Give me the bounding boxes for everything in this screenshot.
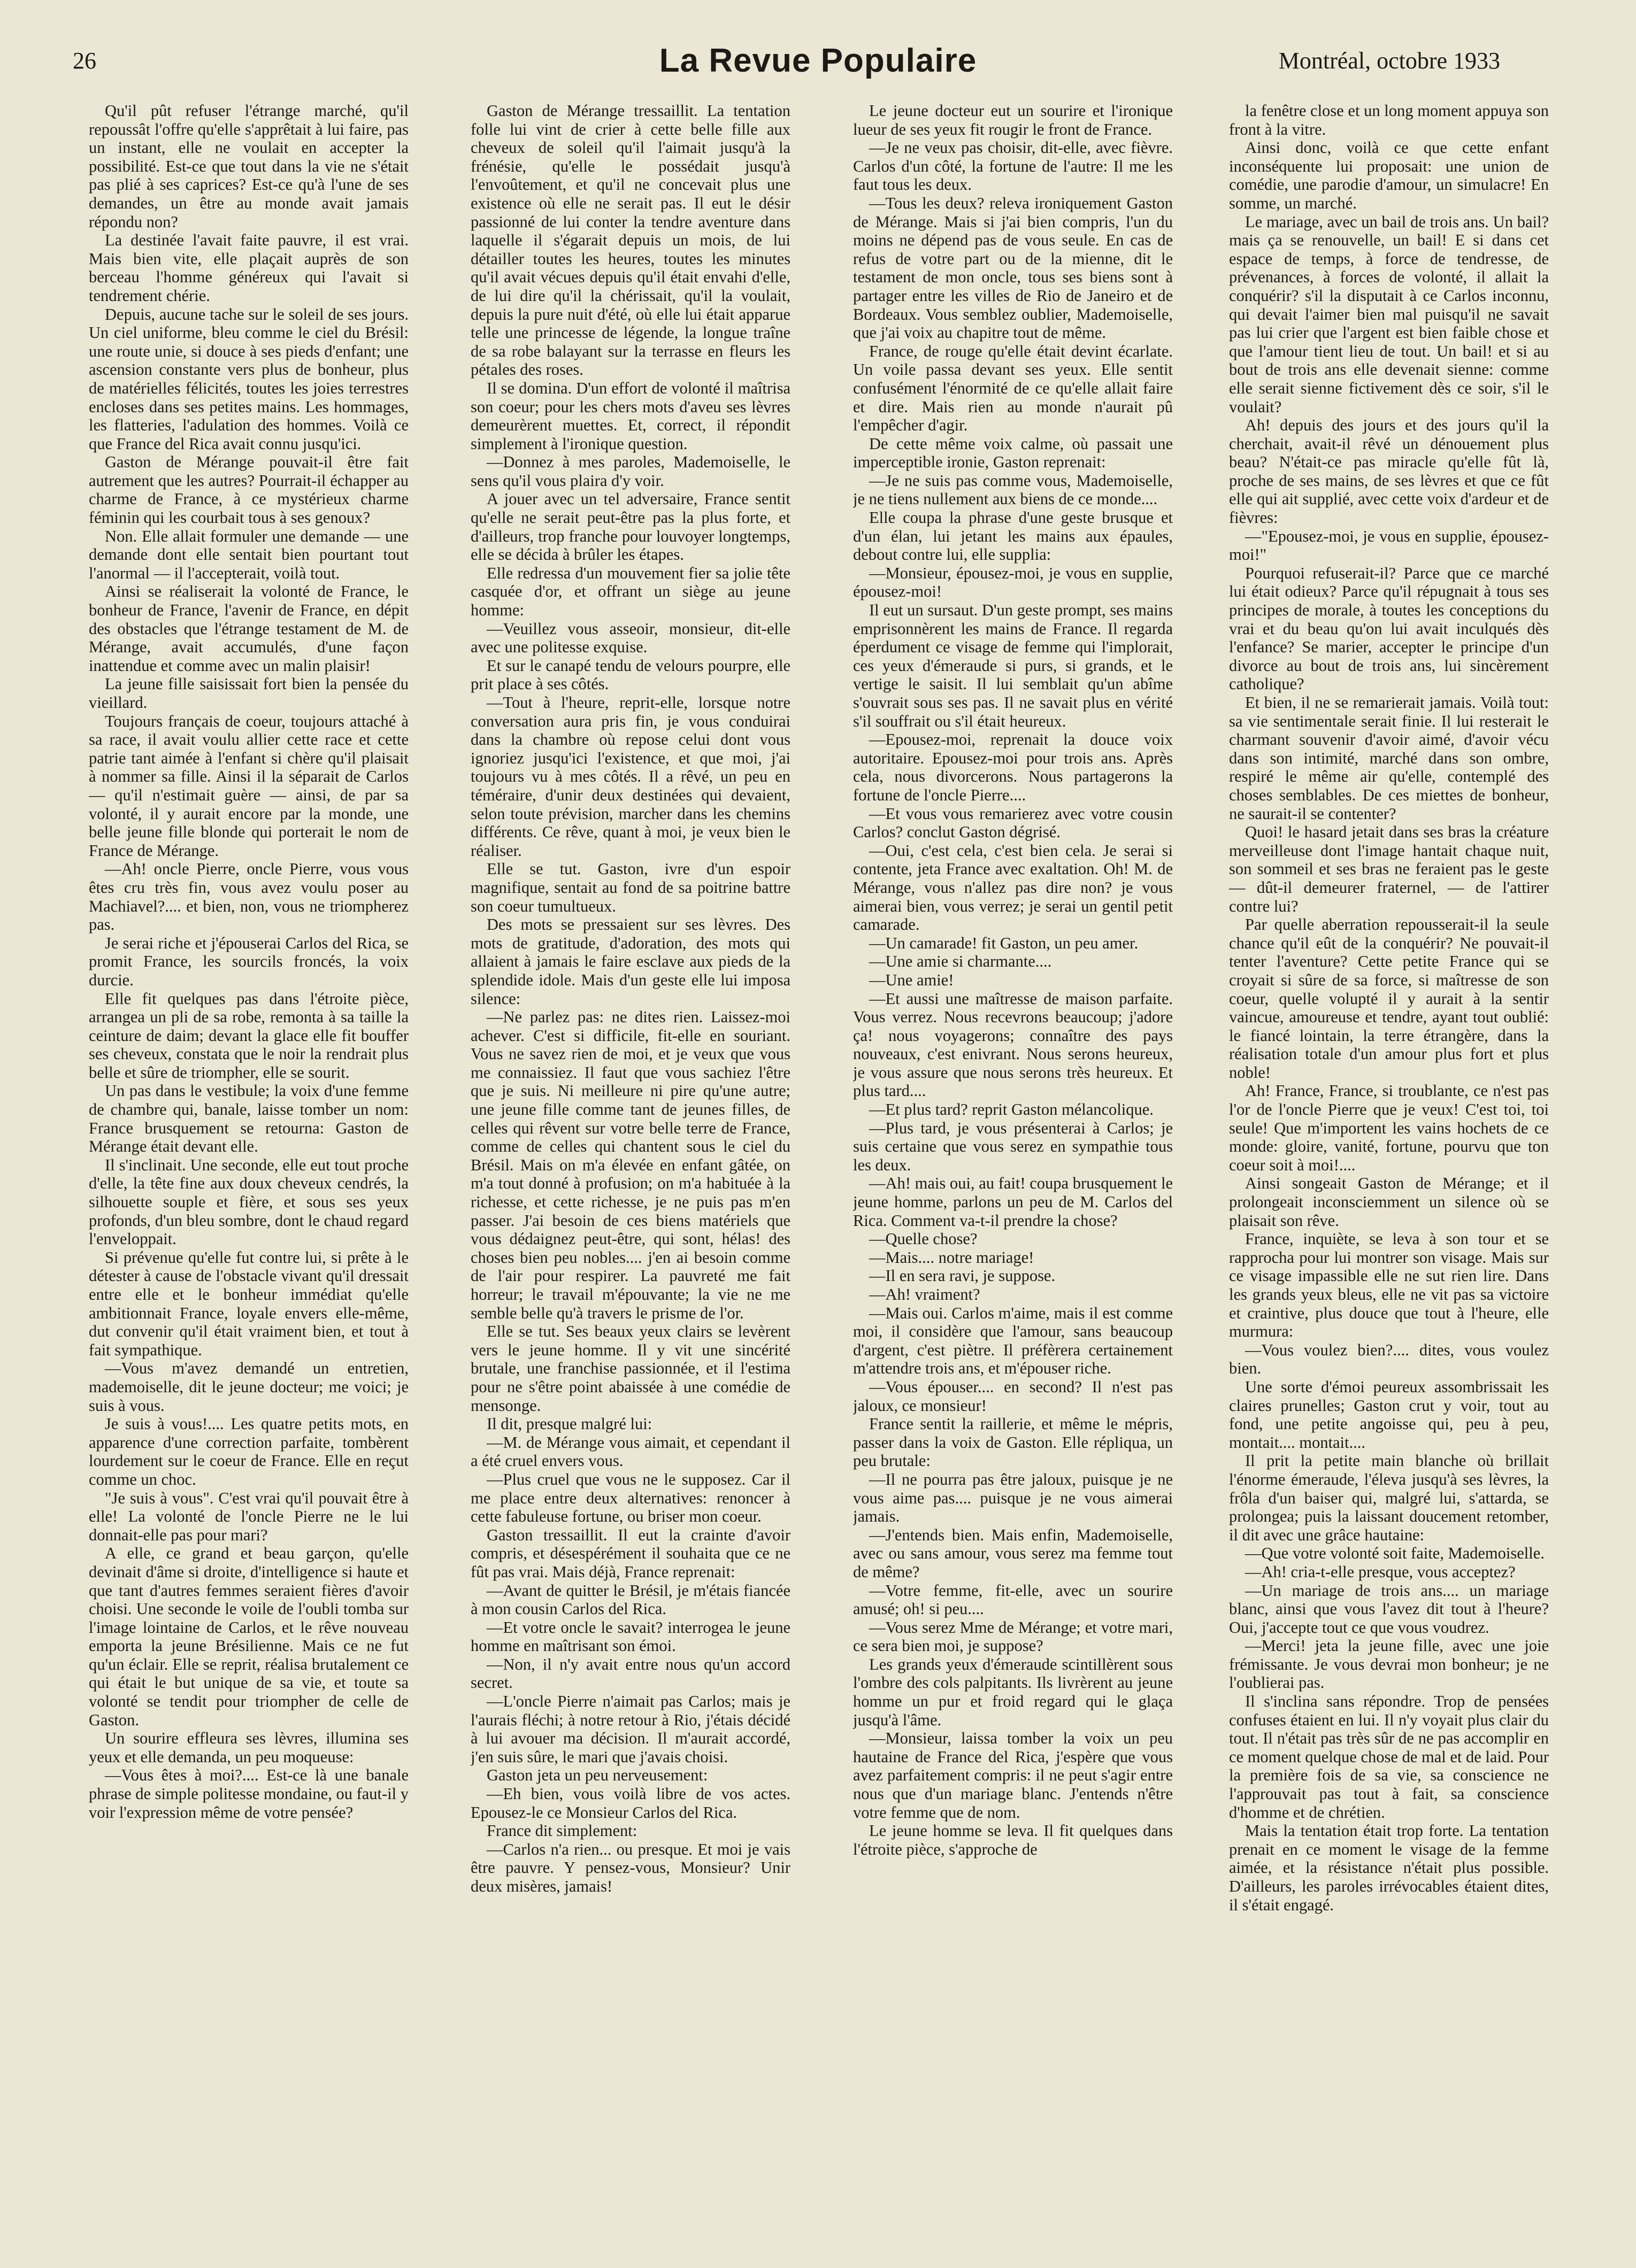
paragraph: Le jeune docteur eut un sourire et l'ironique lueur de ses yeux fit rougir le front de France. xyxy=(853,102,1173,138)
paragraph: —Oui, c'est cela, c'est bien cela. Je serai si contente, jeta France avec exaltation. Oh! M. de Mérange, vous n'allez pas dire non? je vous aimerai bien, vous verrez; je serai un gentil petit camarade. xyxy=(853,841,1173,934)
paragraph: Il prit la petite main blanche où brillait l'énorme émeraude, l'éleva jusqu'à ses lèvres, la frôla d'un baiser qui, malgré lui, s'attarda, se prolongea; puis la laissant doucement retomber, il dit avec une grâce hautaine: xyxy=(1229,1452,1549,1544)
paragraph: Depuis, aucune tache sur le soleil de ses jours. Un ciel uniforme, bleu comme le ciel du Brésil: une route unie, si douce à ses pieds d'enfant; une ascension constante vers plus de bonheur, plus de matérielles félicités, toutes les joies terrestres encloses dans ses petites mains. Les hommages, les flatteries, l'adulation des hommes. Voilà ce que France del Rica avait connu jusqu'ici. xyxy=(89,305,409,453)
paragraph: Elle redressa d'un mouvement fier sa jolie tête casquée d'or, et offrant un siège au jeune homme: xyxy=(471,564,790,620)
paragraph: —Une amie! xyxy=(869,970,954,989)
paragraph: —Vous épouser.... en second? Il n'est pas jaloux, ce monsieur! xyxy=(853,1377,1173,1415)
paragraph: Elle se tut. Gaston, ivre d'un espoir magnifique, sentait au fond de sa poitrine battre son coeur tumultueux. xyxy=(471,860,790,915)
paragraph: Le jeune homme se leva. Il fit quelques dans l'étroite pièce, s'approche de xyxy=(853,1822,1173,1858)
paragraph: Ainsi songeait Gaston de Mérange; et il prolongeait inconsciemment un silence où se plaisait son rêve. xyxy=(1229,1174,1549,1230)
paragraph: —Vous m'avez demandé un entretien, mademoiselle, dit le jeune docteur; me voici; je suis à vous. xyxy=(89,1359,409,1415)
paragraph: —Donnez à mes paroles, Mademoiselle, le sens qu'il vous plaira d'y voir. xyxy=(471,453,790,490)
paragraph: Les grands yeux d'émeraude scintillèrent sous l'ombre des cols palpitants. Ils livrèrent au jeune homme un pur et froid regard qui le glaça jusqu'à l'âme. xyxy=(853,1655,1173,1729)
paragraph: De cette même voix calme, où passait une imperceptible ironie, Gaston reprenait: xyxy=(853,434,1173,472)
paragraph: A elle, ce grand et beau garçon, qu'elle devinait d'âme si droite, d'intelligence si haute et que tant d'autres femmes seraient fières d'avoir choisi. Une seconde le voile de l'oubli tomba sur l'image lointaine de Carlos, et le rêve nouveau emporta la jeune Brésilienne. Mais ce ne fut qu'un éclair. Elle se reprit, réalisa brutalement ce qui était le but unique de sa vie, et toute sa volonté se tendit pour triompher de celle de Gaston. xyxy=(89,1544,409,1729)
paragraph: La destinée l'avait faite pauvre, il est vrai. Mais bien vite, elle plaçait auprès de son berceau l'homme généreux qui l'avait si tendrement chérie. xyxy=(89,231,409,305)
paragraph: —Avant de quitter le Brésil, je m'étais fiancée à mon cousin Carlos del Rica. xyxy=(471,1581,790,1618)
paragraph: Par quelle aberration repousserait-il la seule chance qu'il eût de la conquérir? Ne pouvait-il tenter l'aventure? Cette petite France qui se croyait si sûre de sa force, si maîtresse de son coeur, quelle volupté il y aurait à la sentir vaincue, amoureuse et tendre, ayant tout oublié: le fiancé lointain, la terre étrangère, dans la réalisation totale d'un amour plus fort et plus noble! xyxy=(1229,915,1549,1082)
page-number: 26 xyxy=(73,48,96,74)
paragraph: —Mais.... notre mariage! xyxy=(869,1248,1034,1267)
paragraph: —Veuillez vous asseoir, monsieur, dit-elle avec une politesse exquise. xyxy=(471,619,790,657)
paragraph: —Ah! oncle Pierre, oncle Pierre, vous vous êtes cru très fin, vous avez voulu poser au Machiavel?.... et bien, non, vous ne triompherez pas. xyxy=(89,860,409,934)
paragraph: —Mais oui. Carlos m'aime, mais il est comme moi, il considère que l'amour, sans beaucoup d'argent, c'est piètre. Il préfèrera certainement m'attendre trois ans, et m'épouser riche. xyxy=(853,1303,1173,1378)
paragraph: —Vous voulez bien?.... dites, vous voulez bien. xyxy=(1229,1340,1549,1378)
paragraph: —L'oncle Pierre n'aimait pas Carlos; mais je l'aurais fléchi; à notre retour à Rio, j'étais décidé à lui avouer ma décision. Il m'aurait accordé, j'en suis sûre, le mari que j'avais choisi. xyxy=(471,1692,790,1766)
paragraph: —Il en sera ravi, je suppose. xyxy=(869,1267,1056,1285)
paragraph: —Que votre volonté soit faite, Mademoiselle. xyxy=(1245,1544,1545,1563)
paragraph: Toujours français de coeur, toujours attaché à sa race, il avait voulu allier cette race et cette patrie tant aimée à l'enfant si chère qu'il plaisait à nommer sa fille. Ainsi il la séparait de Carlos — qu'il n'estimait guère — ainsi, de par sa volonté, il y aurait encore par la monde, une belle jeune fille blonde qui porterait le nom de France de Mérange. xyxy=(89,712,409,860)
paragraph: —Tous les deux? releva ironiquement Gaston de Mérange. Mais si j'ai bien compris, l'un du moins ne dépend pas de vous seule. En cas de refus de votre part ou de la mienne, dit le testament de mon oncle, tous ses biens sont à partager entre les villes de Rio de Janeiro et de Bordeaux. Vous semblez oublier, Mademoiselle, que j'ai voix au chapitre tout de même. xyxy=(853,194,1173,342)
paragraph: —M. de Mérange vous aimait, et cependant il a été cruel envers vous. xyxy=(471,1433,790,1470)
paragraph: —Ah! vraiment? xyxy=(869,1285,980,1303)
paragraph: Quoi! le hasard jetait dans ses bras la créature merveilleuse dont l'image hantait chaque nuit, son sommeil et ses bras ne feraient pas le geste — dût-il demeurer fraternel, — de l'attirer contre lui? xyxy=(1229,823,1549,915)
paragraph: Il eut un sursaut. D'un geste prompt, ses mains emprisonnèrent les mains de France. Il regarda éperdument ce visage de femme qui l'implorait, ces yeux d'émeraude si purs, si grands, et le vertige le saisit. Il lui semblait qu'un abîme s'ouvrait sous ses pas. Il ne savait plus en vérité s'il souffrait ou s'il était heureux. xyxy=(853,601,1173,730)
paragraph: Ainsi se réaliserait la volonté de France, le bonheur de France, l'avenir de France, en dépit des obstacles que l'étrange testament de M. de Mérange, avait accumulés, d'une façon inattendue et comme avec un malin plaisir! xyxy=(89,582,409,675)
issue-date: Montréal, octobre 1933 xyxy=(1278,48,1500,74)
paragraph: —Carlos n'a rien... ou presque. Et moi je vais être pauvre. Y pensez-vous, Monsieur? Unir deux misères, jamais! xyxy=(471,1840,790,1895)
paragraph: la fenêtre close et un long moment appuya son front à la vitre. xyxy=(1229,102,1549,138)
paragraph: Mais la tentation était trop forte. La tentation prenait en ce moment le visage de la femme aimée, et la résistance n'était plus possible. D'ailleurs, les paroles irrévocables étaient dites, il s'était engagé. xyxy=(1229,1822,1549,1914)
paragraph: France dit simplement: xyxy=(487,1822,637,1840)
paragraph: Pourquoi refuserait-il? Parce que ce marché lui était odieux? Parce qu'il répugnait à tous ses principes de morale, à toutes les conceptions du vrai et du beau qu'on lui avait inculqués dès l'enfance? Se marier, accepter le principe d'un divorce au bout de trois ans, lui sincèrement catholique? xyxy=(1229,564,1549,693)
paragraph: Elle coupa la phrase d'une geste brusque et d'un élan, lui jetant les mains aux épaules, debout contre lui, elle supplia: xyxy=(853,508,1173,564)
paragraph: —Un mariage de trois ans.... un mariage blanc, ainsi que vous l'avez dit tout à l'heure? Oui, j'accepte tout ce que vous voudrez. xyxy=(1229,1581,1549,1637)
paragraph: —Tout à l'heure, reprit-elle, lorsque notre conversation aura pris fin, je vous conduirai dans la chambre où repose celui dont vous ignoriez jusqu'ici l'existence, et que moi, j'ai toujours vu à mes côtés. Il a rêvé, un peu en téméraire, d'unir deux destinées qui devaient, selon toute prévision, marcher dans les chemins différents. Ce rêve, quant à moi, je veux bien le réaliser. xyxy=(471,693,790,860)
paragraph: —Je ne veux pas choisir, dit-elle, avec fièvre. Carlos d'un côté, la fortune de l'autre: Il me les faut tous les deux. xyxy=(853,138,1173,194)
paragraph: Gaston tressaillit. Il eut la crainte d'avoir compris, et désespérément il souhaita que ce ne fût pas vrai. Mais déjà, France reprenait: xyxy=(471,1525,790,1581)
paragraph: —Une amie si charmante.... xyxy=(869,952,1052,971)
text-column-3 xyxy=(853,102,1173,2235)
paragraph: —Quelle chose? xyxy=(869,1230,978,1248)
paragraph: A jouer avec un tel adversaire, France sentit qu'elle ne serait peut-être pas la plus forte, et d'ailleurs, trop franche pour louvoyer longtemps, elle se décida à brûler les étapes. xyxy=(471,490,790,564)
paragraph: Il s'inclinait. Une seconde, elle eut tout proche d'elle, la tête fine aux doux cheveux cendrés, la silhouette souple et fière, et sous ses yeux profonds, d'un bleu sombre, dont le chaud regard l'enveloppait. xyxy=(89,1155,409,1248)
paragraph: "Je suis à vous". C'est vrai qu'il pouvait être à elle! La volonté de l'oncle Pierre ne le lui donnait-elle pas pour mari? xyxy=(89,1488,409,1544)
paragraph: Je suis à vous!.... Les quatre petits mots, en apparence d'une correction parfaite, tombèrent lourdement sur le coeur de France. Elle en reçut comme un choc. xyxy=(89,1415,409,1488)
paragraph: —Non, il n'y avait entre nous qu'un accord secret. xyxy=(471,1655,790,1692)
publication-title: La Revue Populaire xyxy=(659,42,977,79)
running-header xyxy=(0,42,1636,90)
paragraph: Ah! depuis des jours et des jours qu'il la cherchait, avait-il rêvé un dénouement plus beau? N'était-ce pas miracle qu'elle fût là, proche de ses mains, de ses lèvres et que ce fût elle qui ait supplié, avec cette voix d'ardeur et de fièvres: xyxy=(1229,416,1549,527)
paragraph: Non. Elle allait formuler une demande — une demande dont elle sentait bien pourtant tout l'anormal — il l'accepterait, voilà tout. xyxy=(89,527,409,582)
paragraph: —Monsieur, épousez-moi, je vous en supplie, épousez-moi! xyxy=(853,564,1173,601)
paragraph: —Ah! cria-t-elle presque, vous acceptez? xyxy=(1245,1562,1516,1581)
paragraph: Et bien, il ne se remarierait jamais. Voilà tout: sa vie sentimentale serait finie. Il lui resterait le charmant souvenir d'avoir aimé, d'avoir vécu dans son intimité, marché dans son ombre, respiré le même air qu'elle, contemplé des choses semblables. De ces miettes de bonheur, ne saurait-il se contenter? xyxy=(1229,693,1549,823)
paragraph: Gaston de Mérange pouvait-il être fait autrement que les autres? Pourrait-il échapper au charme de France, à ce mystérieux charme féminin qui les courbait tous à ses genoux? xyxy=(89,453,409,527)
paragraph: —Ne parlez pas: ne dites rien. Laissez-moi achever. C'est si difficile, fit-elle en souriant. Vous ne savez rien de moi, et je veux que vous me connaissiez. Il faut que vous sachiez l'être que je suis. Ni meilleure ni pire qu'une autre; une jeune fille comme tant de jeunes filles, de celles qui rêvent sur votre belle terre de France, comme de celles qui chantent sous le ciel du Brésil. Mais on m'a élevée en enfant gâtée, on m'a tout donné à profusion; on m'a habituée à la richesse, et cette richesse, je ne puis pas m'en passer. J'ai besoin de ces biens matériels que vous dédaignez peut-être, qui sont, hélas! des choses bien peu nobles.... j'en ai besoin comme de l'air pour respirer. La pauvreté me fait horreur; le travail m'épouvante; la vie ne me semble belle qu'à travers le prisme de l'or. xyxy=(471,1008,790,1322)
paragraph: Si prévenue qu'elle fut contre lui, si prête à le détester à cause de l'obstacle vivant qu'il dressait entre elle et le bonheur immédiat qu'elle ambitionnait France, loyale envers elle-même, dut convenir qu'il était vraiment bien, et tout à fait sympathique. xyxy=(89,1248,409,1359)
paragraph: —Epousez-moi, reprenait la douce voix autoritaire. Epousez-moi pour trois ans. Après cela, nous divorcerons. Nous partagerons la fortune de l'oncle Pierre.... xyxy=(853,730,1173,804)
paragraph: Une sorte d'émoi peureux assombrissait les claires prunelles; Gaston crut y voir, tout au fond, une petite angoisse qui, peu à peu, montait.... montait.... xyxy=(1229,1377,1549,1452)
paragraph: Des mots se pressaient sur ses lèvres. Des mots de gratitude, d'adoration, des mots qui allaient à jamais le faire esclave aux pieds de la splendide idole. Mais d'un geste elle lui imposa silence: xyxy=(471,915,790,1008)
paragraph: Il s'inclina sans répondre. Trop de pensées confuses étaient en lui. Il n'y voyait plus clair du tout. Il n'était pas très sûr de ne pas accomplir en ce moment quelque chose de mal et de laid. Pour la première fois de sa vie, sa conscience ne l'approuvait pas tout à fait, sa conscience d'homme et de chrétien. xyxy=(1229,1692,1549,1822)
paragraph: —Votre femme, fit-elle, avec un sourire amusé; oh! si peu.... xyxy=(853,1581,1173,1618)
paragraph: —Un camarade! fit Gaston, un peu amer. xyxy=(869,934,1139,952)
paragraph: Je serai riche et j'épouserai Carlos del Rica, se promit France, les sourcils froncés, la voix durcie. xyxy=(89,934,409,989)
paragraph: —Et aussi une maîtresse de maison parfaite. Vous verrez. Nous recevrons beaucoup; j'adore ça! nous voyagerons; connaître des pays nouveaux, c'est enivrant. Nous serons heureux, je vous assure que nous serons très heureux. Et plus tard.... xyxy=(853,989,1173,1100)
paragraph: —Ah! mais oui, au fait! coupa brusquement le jeune homme, parlons un peu de M. Carlos del Rica. Comment va-t-il prendre la chose? xyxy=(853,1174,1173,1230)
paragraph: —Et vous vous remarierez avec votre cousin Carlos? conclut Gaston dégrisé. xyxy=(853,804,1173,842)
paragraph: —Plus tard, je vous présenterai à Carlos; je suis certaine que vous serez en sympathie tous les deux. xyxy=(853,1118,1173,1174)
paragraph: Elle fit quelques pas dans l'étroite pièce, arrangea un pli de sa robe, remonta à sa taille la ceinture de daim; devant la glace elle fit bouffer ses cheveux, constata que le noir la rendrait plus belle et sûre de triompher, elle se sourit. xyxy=(89,989,409,1082)
paragraph: Ah! France, France, si troublante, ce n'est pas l'or de l'oncle Pierre que je veux! C'est toi, toi seule! Que m'importent les vains hochets de ce monde: gloire, vanité, fortune, pourvu que ton coeur soit à moi!.... xyxy=(1229,1082,1549,1174)
text-column-2 xyxy=(471,102,790,2235)
paragraph: France sentit la raillerie, et même le mépris, passer dans la voix de Gaston. Elle répliqua, un peu brutale: xyxy=(853,1415,1173,1470)
text-column-4 xyxy=(1229,102,1549,2235)
paragraph: —Eh bien, vous voilà libre de vos actes. Epousez-le ce Monsieur Carlos del Rica. xyxy=(471,1785,790,1822)
paragraph: Ainsi donc, voilà ce que cette enfant inconséquente lui proposait: une union de comédie, une parodie d'amour, un simulacre! En somme, un marché. xyxy=(1229,138,1549,212)
paragraph: Un sourire effleura ses lèvres, illumina ses yeux et elle demanda, un peu moqueuse: xyxy=(89,1729,409,1766)
paragraph: —"Epousez-moi, je vous en supplie, épousez-moi!" xyxy=(1229,527,1549,564)
paragraph: —Et plus tard? reprit Gaston mélancolique. xyxy=(869,1100,1154,1119)
paragraph: Gaston de Mérange tressaillit. La tentation folle lui vint de crier à cette belle fille aux cheveux de soleil qu'il l'aimait jusqu'à la frénésie, qu'elle le possédait jusqu'à l'envoûtement, et qu'il ne concevait plus une existence où elle ne serait pas. Il eut le désir passionné de lui conter la tendre aventure dans laquelle il s'égarait depuis un mois, de lui détailler toutes les heures, toutes les minutes qu'il avait vécues depuis qu'il était envahi d'elle, de lui dire qu'il la chérissait, qu'il la voulait, depuis la pure nuit d'été, où elle lui était apparue telle une princesse de légende, la longue traîne de sa robe balayant sur la terrasse en fleurs les pétales des roses. xyxy=(471,102,790,379)
text-column-1 xyxy=(89,102,409,2235)
paragraph: —J'entends bien. Mais enfin, Mademoiselle, avec ou sans amour, vous serez ma femme tout de même? xyxy=(853,1525,1173,1581)
paragraph: —Vous êtes à moi?.... Est-ce là une banale phrase de simple politesse mondaine, ou faut-il y voir l'expression même de votre pensée? xyxy=(89,1766,409,1822)
paragraph: Il se domina. D'un effort de volonté il maîtrisa son coeur; pour les chers mots d'aveu ses lèvres demeurèrent muettes. Et, correct, il répondit simplement à l'ironique question. xyxy=(471,379,790,453)
paragraph: France, de rouge qu'elle était devint écarlate. Un voile passa devant ses yeux. Elle sentit confusément l'énormité de ce qu'elle allait faire et dire. Mais rien au monde n'aurait pû l'empêcher d'agir. xyxy=(853,342,1173,435)
paragraph: —Merci! jeta la jeune fille, avec une joie frémissante. Je vous devrai mon bonheur; je ne l'oublierai pas. xyxy=(1229,1637,1549,1692)
paragraph: Qu'il pût refuser l'étrange marché, qu'il repoussât l'offre qu'elle s'apprêtait à lui faire, pas un instant, elle ne voulait en accepter la possibilité. Est-ce que tout dans la vie ne s'était pas plié à ses caprices? Est-ce qu'à l'une de ses demandes, un être au monde avait jamais répondu non? xyxy=(89,102,409,231)
paragraph: —Et votre oncle le savait? interrogea le jeune homme en maîtrisant son émoi. xyxy=(471,1618,790,1655)
paragraph: Et sur le canapé tendu de velours pourpre, elle prit place à ses côtés. xyxy=(471,656,790,693)
paragraph: —Plus cruel que vous ne le supposez. Car il me place entre deux alternatives: renoncer à cette fabuleuse fortune, ou briser mon coeur. xyxy=(471,1470,790,1526)
paragraph: —Je ne suis pas comme vous, Mademoiselle, je ne tiens nullement aux biens de ce monde.... xyxy=(853,471,1173,508)
paragraph: —Monsieur, laissa tomber la voix un peu hautaine de France del Rica, j'espère que vous avez parfaitement compris: il ne peut s'agir entre nous que d'un mariage blanc. J'entends n'être votre femme que de nom. xyxy=(853,1729,1173,1822)
paragraph: Elle se tut. Ses beaux yeux clairs se levèrent vers le jeune homme. Il y vit une sincérité brutale, une franchise passionnée, et il l'estima pour ne s'être point abaissée à une comédie de mensonge. xyxy=(471,1322,790,1415)
paragraph: Il dit, presque malgré lui: xyxy=(487,1415,652,1433)
paragraph: Gaston jeta un peu nerveusement: xyxy=(487,1766,708,1785)
paragraph: —Vous serez Mme de Mérange; et votre mari, ce sera bien moi, je suppose? xyxy=(853,1618,1173,1655)
paragraph: Un pas dans le vestibule; la voix d'une femme de chambre qui, banale, laisse tomber un nom: France brusquement se retourna: Gaston de Mérange était devant elle. xyxy=(89,1082,409,1156)
paragraph: France, inquiète, se leva à son tour et se rapprocha pour lui montrer son visage. Mais sur ce visage impassible elle ne sut rien lire. Dans les grands yeux bleus, elle ne vit pas sa victoire et craintive, plus douce que tout à l'heure, elle murmura: xyxy=(1229,1230,1549,1341)
paragraph: La jeune fille saisissait fort bien la pensée du vieillard. xyxy=(89,675,409,712)
paragraph: —Il ne pourra pas être jaloux, puisque je ne vous aime pas.... puisque je ne vous aimerai jamais. xyxy=(853,1470,1173,1526)
paragraph: Le mariage, avec un bail de trois ans. Un bail? mais ça se renouvelle, un bail! E si dans cet espace de temps, à force de tendresse, de prévenances, à forces de volonté, il allait la conquérir? s'il la disputait à ce Carlos inconnu, qui devait l'aimer bien mal puisqu'il ne savait pas lui crier que l'argent est bien faible chose et que l'amour tient lieu de tout. Un bail! et si au bout de trois ans elle devenait sienne: comme elle serait sienne fictivement dès ce soir, s'il le voulait? xyxy=(1229,212,1549,416)
